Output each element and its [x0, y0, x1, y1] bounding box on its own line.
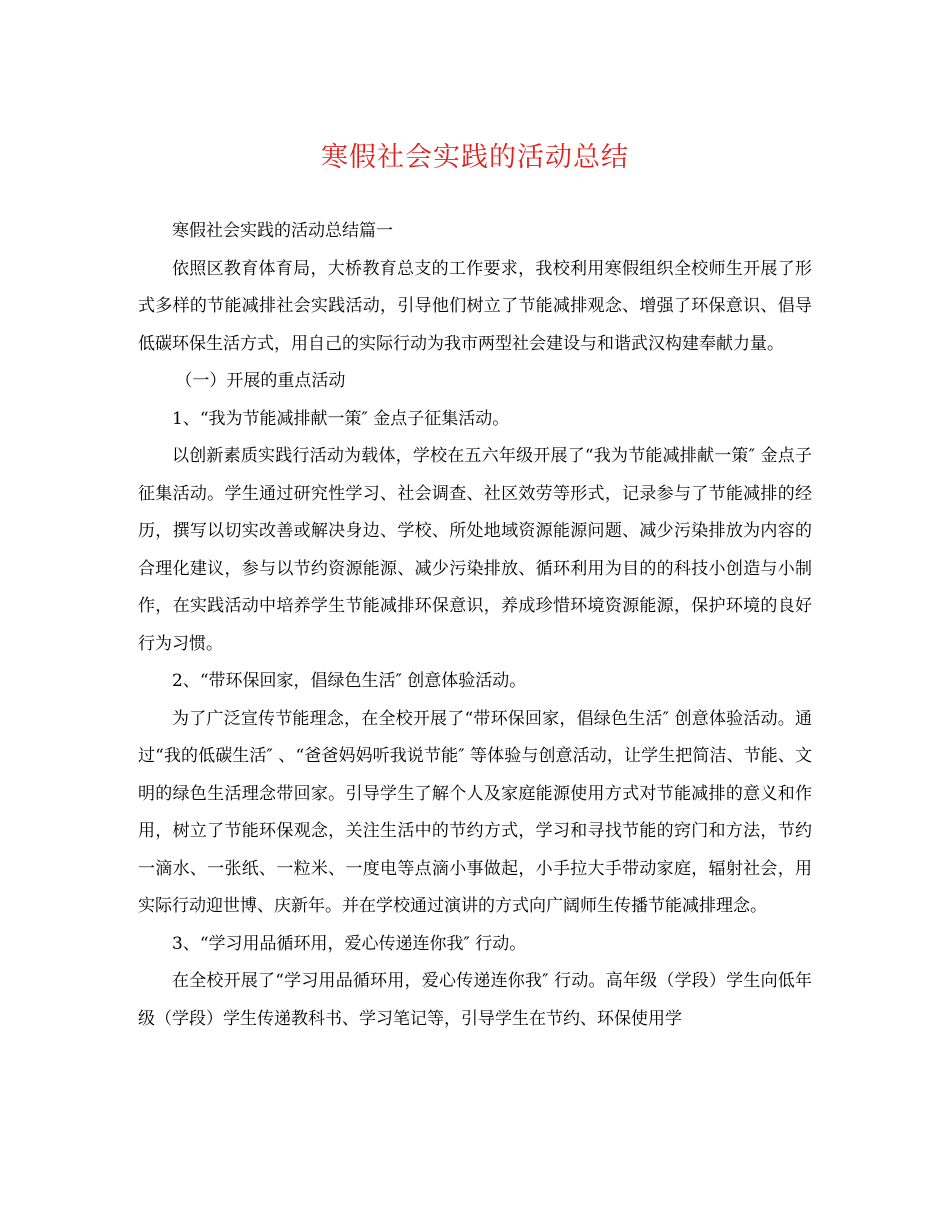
- intro-paragraph: 依照区教育体育局，大桥教育总支的工作要求，我校利用寒假组织全校师生开展了形式多样的节能减排社会实践活动，引导他们树立了节能减排观念、增强了环保意识、倡导低碳环保生活方式，用自己的实际行动为我市两型社会建设与和谐武汉构建奉献力量。: [138, 258, 812, 354]
- subsection-heading: （一）开展的重点活动: [175, 371, 346, 391]
- activity-1-heading: 1、“我为节能减排献一策″ 金点子征集活动。: [172, 408, 510, 429]
- activity-3-paragraph: 在全校开展了“学习用品循环用，爱心传递连你我″ 行动。高年级（学段）学生向低年级（学段）学生传递教科书、学习笔记等，引导学生在节约、环保使用学: [138, 971, 812, 1029]
- activity-2-paragraph: 为了广泛宣传节能理念，在全校开展了“带环保回家，倡绿色生活″ 创意体验活动。通过“我的低碳生活″ 、“爸爸妈妈听我说节能″ 等体验与创意活动，让学生把简洁、节能、文明的绿色生活理念带回家。引导学生了解个人及家庭能源使用方式对节能减排的意义和作用，树立了节能环保观念，关注生活中的节约方式，学习和寻找节能的窍门和方法，节约一滴水、一张纸、一粒米、一度电等点滴小事做起，小手拉大手带动家庭，辐射社会，用实际行动迎世博、庆新年。并在学校通过演讲的方式向广阔师生传播节能减排理念。: [138, 708, 812, 916]
- document-body: [138, 213, 812, 1038]
- document-title: 寒假社会实践的活动总结: [321, 142, 629, 173]
- section-heading: 寒假社会实践的活动总结篇一: [172, 221, 393, 241]
- activity-2-heading: 2、“带环保回家，倡绿色生活″ 创意体验活动。: [172, 671, 527, 691]
- activity-3-heading: 3、“学习用品循环用，爱心传递连你我″ 行动。: [172, 933, 527, 954]
- activity-1-paragraph: 以创新素质实践行活动为载体，学校在五六年级开展了“我为节能减排献一策″ 金点子征集活动。学生通过研究性学习、社会调查、社区效劳等形式，记录参与了节能减排的经历，撰写以切实改善或解决身边、学校、所处地域资源能源问题、减少污染排放为内容的合理化建议，参与以节约资源能源、减少污染排放、循环利用为目的的科技小创造与小制作，在实践活动中培养学生节能减排环保意识，养成珍惜环境资源能源，保护环境的良好行为习惯。: [138, 446, 812, 654]
